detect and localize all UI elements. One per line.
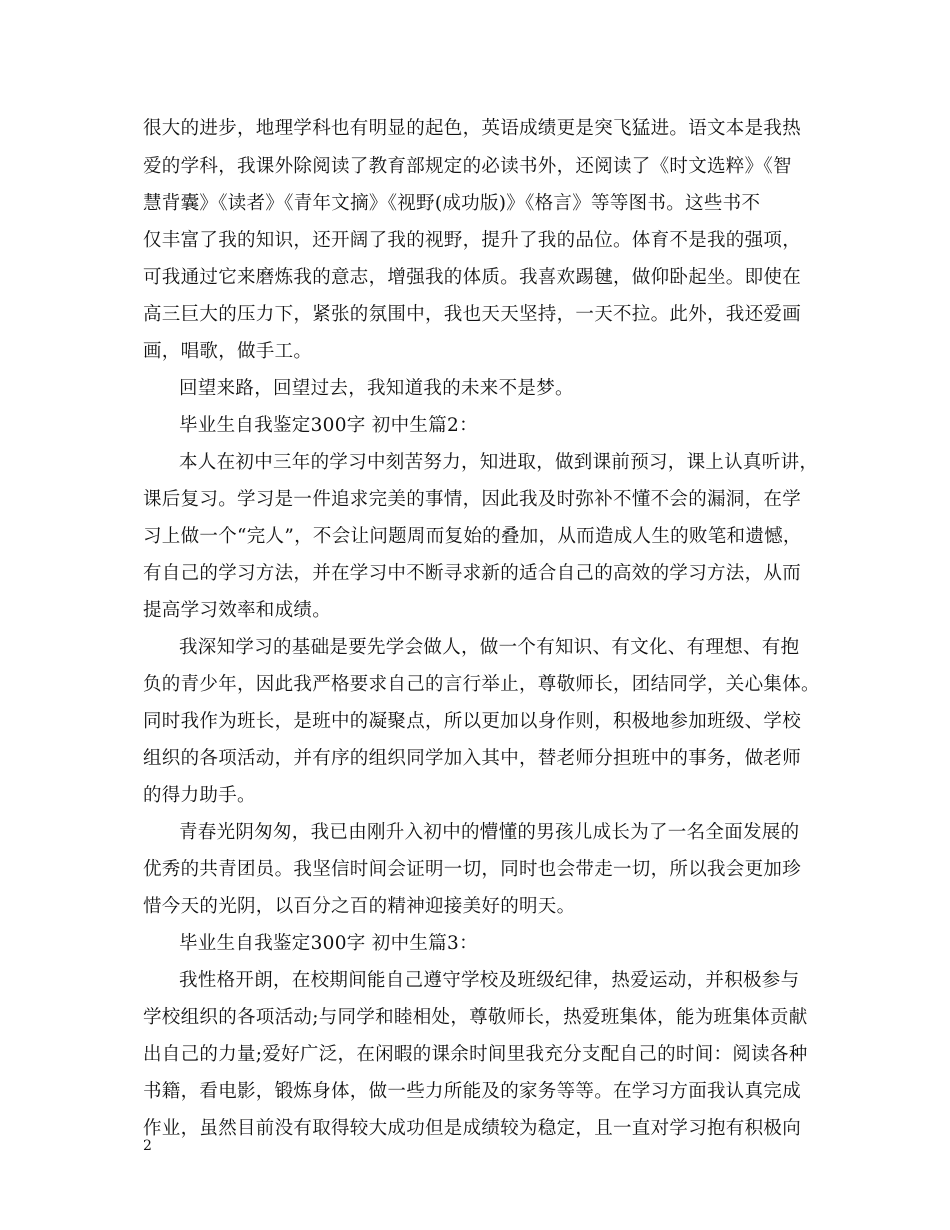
text-line: 出自己的力量;爱好广泛，在闲暇的课余时间里我充分支配自己的时间：阅读各种 (143, 1044, 808, 1065)
text-line: 的得力助手。 (143, 785, 256, 806)
text-line: 课后复习。学习是一件追求完美的事情，因此我及时弥补不懂不会的漏洞，在学 (143, 489, 802, 510)
text-line: 同时我作为班长，是班中的凝聚点，所以更加以身作则，积极地参加班级、学校 (143, 711, 802, 732)
text-line: 慧背囊》《读者》《青年文摘》《视野(成功版)》《格言》等等图书。这些书不 (143, 193, 761, 214)
text-line: 仅丰富了我的知识，还开阔了我的视野，提升了我的品位。体育不是我的强项， (143, 230, 802, 251)
text-line: 有自己的学习方法，并在学习中不断寻求新的适合自己的高效的学习方法，从而 (143, 563, 802, 584)
text-line: 组织的各项活动，并有序的组织同学加入其中，替老师分担班中的事务，做老师 (143, 748, 802, 769)
text-line: 优秀的共青团员。我坚信时间会证明一切，同时也会带走一切，所以我会更加珍 (143, 859, 802, 880)
text-line: 青春光阴匆匆，我已由刚升入初中的懵懂的男孩儿成长为了一名全面发展的 (179, 822, 800, 843)
text-line: 提高学习效率和成绩。 (143, 600, 332, 621)
text-line: 负的青少年，因此我严格要求自己的言行举止，尊敬师长，团结同学，关心集体。 (143, 674, 820, 695)
section-heading: 毕业生自我鉴定300字 初中生篇2： (179, 415, 478, 436)
text-line: 我深知学习的基础是要先学会做人，做一个有知识、有文化、有理想、有抱 (179, 637, 800, 658)
page-number: 2 (143, 1138, 152, 1154)
text-line: 本人在初中三年的学习中刻苦努力，知进取，做到课前预习，课上认真听讲， (179, 452, 819, 473)
text-line: 书籍，看电影，锻炼身体，做一些力所能及的家务等等。在学习方面我认真完成 (143, 1081, 802, 1102)
text-line: 高三巨大的压力下，紧张的氛围中，我也天天坚持，一天不拉。此外，我还爱画 (143, 304, 802, 325)
text-line: 可我通过它来磨炼我的意志，增强我的体质。我喜欢踢毽，做仰卧起坐。即使在 (143, 267, 802, 288)
text-line: 爱的学科，我课外除阅读了教育部规定的必读书外，还阅读了《时文选粹》《智 (143, 156, 792, 177)
text-line: 学校组织的各项活动;与同学和睦相处，尊敬师长，热爱班集体，能为班集体贡献 (143, 1007, 808, 1028)
text-line: 很大的进步，地理学科也有明显的起色，英语成绩更是突飞猛进。语文本是我热 (143, 118, 802, 139)
text-line: 我性格开朗，在校期间能自己遵守学校及班级纪律，热爱运动，并积极参与 (179, 970, 800, 991)
text-line: 习上做一个“完人”，不会让问题周而复始的叠加，从而造成人生的败笔和遗憾， (143, 526, 802, 547)
text-line: 回望来路，回望过去，我知道我的未来不是梦。 (179, 378, 574, 399)
text-line: 画，唱歌，做手工。 (143, 341, 313, 362)
section-heading: 毕业生自我鉴定300字 初中生篇3： (179, 933, 478, 954)
text-line: 惜今天的光阴，以百分之百的精神迎接美好的明天。 (143, 896, 576, 917)
text-line: 作业，虽然目前没有取得较大成功但是成绩较为稳定，且一直对学习抱有积极向 (143, 1118, 802, 1139)
